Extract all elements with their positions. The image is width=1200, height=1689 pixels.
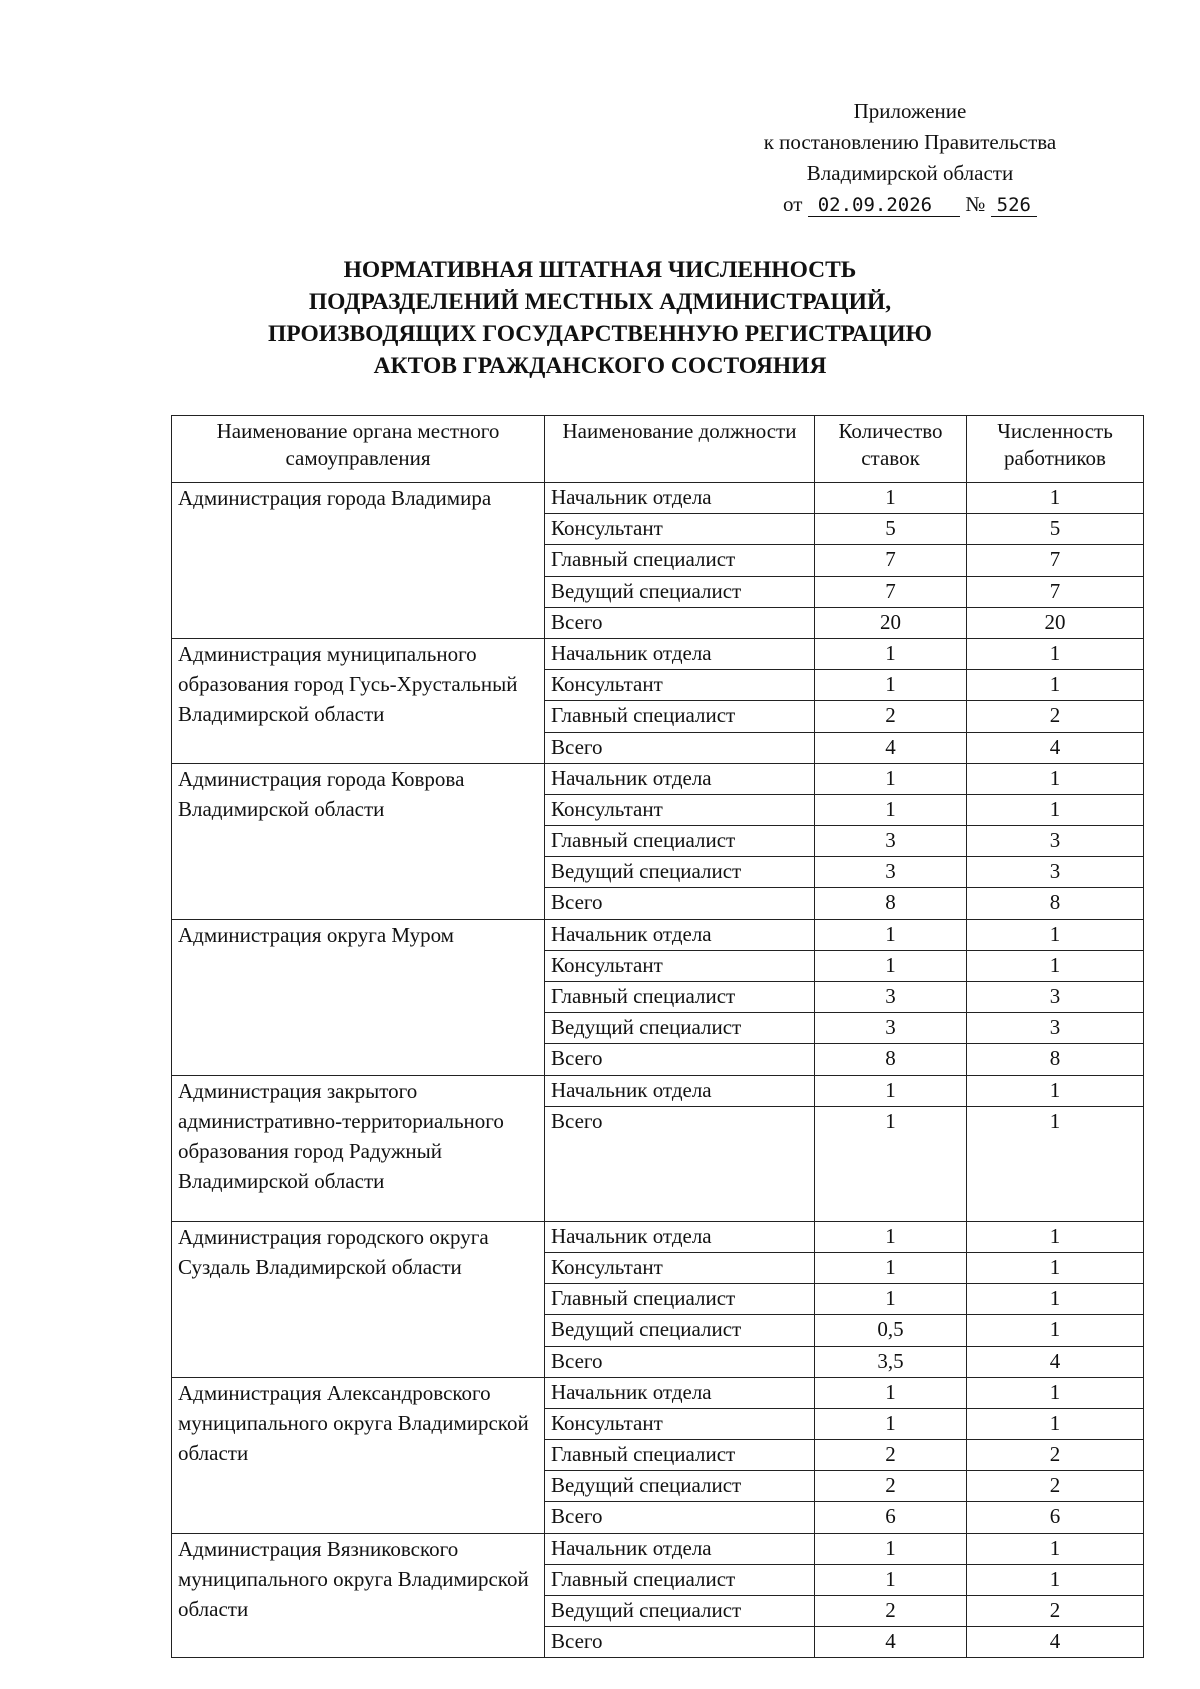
position-cell: Начальник отдела: [545, 1075, 815, 1106]
position-cell: Начальник отдела: [545, 638, 815, 669]
rates-cell: 1: [815, 794, 967, 825]
position-cell: Главный специалист: [545, 1440, 815, 1471]
rates-cell: 3: [815, 857, 967, 888]
position-cell: Начальник отдела: [545, 763, 815, 794]
document-title: [150, 254, 1050, 382]
position-cell: Консультант: [545, 794, 815, 825]
rates-cell: 0,5: [815, 1315, 967, 1346]
rates-cell: 2: [815, 1596, 967, 1627]
number-prefix: №: [965, 192, 986, 216]
rates-cell: 1: [815, 483, 967, 514]
rates-cell: 1: [815, 670, 967, 701]
staff-cell: 2: [967, 1596, 1144, 1627]
staff-cell: 1: [967, 1284, 1144, 1315]
staff-cell: 1: [967, 950, 1144, 981]
position-cell: Консультант: [545, 1408, 815, 1439]
rates-cell: 20: [815, 607, 967, 638]
rates-cell: 1: [815, 1377, 967, 1408]
rates-cell: 6: [815, 1502, 967, 1533]
staff-cell: 1: [967, 919, 1144, 950]
rates-cell: 3,5: [815, 1346, 967, 1377]
staffing-table: [171, 415, 1144, 1658]
staff-cell: 1: [967, 1106, 1144, 1221]
staff-cell: 1: [967, 794, 1144, 825]
position-cell: Всего: [545, 1346, 815, 1377]
position-cell: Консультант: [545, 950, 815, 981]
staff-cell: 5: [967, 514, 1144, 545]
staff-cell: 1: [967, 1377, 1144, 1408]
appendix-date-line: [700, 189, 1120, 220]
staff-cell: 6: [967, 1502, 1144, 1533]
staff-cell: 3: [967, 1013, 1144, 1044]
position-cell: Консультант: [545, 1252, 815, 1283]
position-cell: Главный специалист: [545, 1284, 815, 1315]
staff-cell: 1: [967, 1533, 1144, 1564]
staff-cell: 1: [967, 1221, 1144, 1252]
staff-cell: 8: [967, 888, 1144, 919]
rates-cell: 1: [815, 950, 967, 981]
header-org: Наименование органа местного самоуправления: [172, 416, 545, 483]
position-cell: Главный специалист: [545, 1564, 815, 1595]
position-cell: Главный специалист: [545, 826, 815, 857]
table-row: [172, 1221, 1144, 1252]
position-cell: Главный специалист: [545, 982, 815, 1013]
staff-cell: 7: [967, 545, 1144, 576]
rates-cell: 1: [815, 763, 967, 794]
staff-cell: 4: [967, 732, 1144, 763]
rates-cell: 2: [815, 701, 967, 732]
date-prefix: от: [783, 192, 803, 216]
position-cell: Всего: [545, 1627, 815, 1658]
rates-cell: 1: [815, 1284, 967, 1315]
rates-cell: 1: [815, 919, 967, 950]
table-row: [172, 1075, 1144, 1106]
org-name-cell: Администрация города Владимира: [172, 483, 545, 639]
appendix-line-1: Приложение: [853, 99, 967, 123]
rates-cell: 3: [815, 826, 967, 857]
appendix-line-3: Владимирской области: [806, 161, 1014, 185]
position-cell: Всего: [545, 1502, 815, 1533]
org-name-cell: Администрация городского округа Суздаль Владимирской области: [172, 1221, 545, 1377]
staff-cell: 20: [967, 607, 1144, 638]
appendix-line-2: к постановлению Правительства: [763, 130, 1057, 154]
staff-cell: 8: [967, 1044, 1144, 1075]
org-name-cell: Администрация Вязниковского муниципального округа Владимирской области: [172, 1533, 545, 1658]
position-cell: Начальник отдела: [545, 1221, 815, 1252]
staff-cell: 4: [967, 1627, 1144, 1658]
rates-cell: 1: [815, 1252, 967, 1283]
table-header-row: [172, 416, 1144, 483]
table-body: [172, 483, 1144, 1658]
table-row: [172, 638, 1144, 669]
rates-cell: 1: [815, 1106, 967, 1221]
position-cell: Ведущий специалист: [545, 1596, 815, 1627]
staff-cell: 1: [967, 763, 1144, 794]
position-cell: Ведущий специалист: [545, 1315, 815, 1346]
table-row: [172, 1533, 1144, 1564]
staff-cell: 3: [967, 982, 1144, 1013]
staff-cell: 1: [967, 1315, 1144, 1346]
rates-cell: 3: [815, 982, 967, 1013]
title-line-1: НОРМАТИВНАЯ ШТАТНАЯ ЧИСЛЕННОСТЬ: [343, 257, 857, 283]
staff-cell: 3: [967, 857, 1144, 888]
position-cell: Всего: [545, 607, 815, 638]
position-cell: Всего: [545, 888, 815, 919]
rates-cell: 2: [815, 1471, 967, 1502]
header-staff: Численность работников: [967, 416, 1144, 483]
position-cell: Начальник отдела: [545, 919, 815, 950]
rates-cell: 7: [815, 545, 967, 576]
position-cell: Всего: [545, 1106, 815, 1221]
org-name-cell: Администрация муниципального образования город Гусь-Хрустальный Владимирской области: [172, 638, 545, 763]
rates-cell: 8: [815, 888, 967, 919]
staff-cell: 2: [967, 1440, 1144, 1471]
position-cell: Ведущий специалист: [545, 1471, 815, 1502]
staff-cell: 4: [967, 1346, 1144, 1377]
position-cell: Главный специалист: [545, 545, 815, 576]
title-line-4: АКТОВ ГРАЖДАНСКОГО СОСТОЯНИЯ: [373, 353, 827, 379]
rates-cell: 3: [815, 1013, 967, 1044]
appendix-block: [700, 96, 1120, 220]
staff-cell: 3: [967, 826, 1144, 857]
staff-cell: 1: [967, 638, 1144, 669]
position-cell: Ведущий специалист: [545, 857, 815, 888]
title-line-3: ПРОИЗВОДЯЩИХ ГОСУДАРСТВЕННУЮ РЕГИСТРАЦИЮ: [268, 321, 932, 347]
org-name-cell: Администрация города Коврова Владимирской области: [172, 763, 545, 919]
table-row: [172, 483, 1144, 514]
position-cell: Консультант: [545, 514, 815, 545]
rates-cell: 4: [815, 732, 967, 763]
staff-cell: 2: [967, 1471, 1144, 1502]
staff-cell: 2: [967, 701, 1144, 732]
rates-cell: 1: [815, 1533, 967, 1564]
resolution-number: 526: [991, 194, 1037, 217]
staff-cell: 1: [967, 483, 1144, 514]
position-cell: Главный специалист: [545, 701, 815, 732]
staff-cell: 1: [967, 1252, 1144, 1283]
rates-cell: 5: [815, 514, 967, 545]
table-row: [172, 1377, 1144, 1408]
position-cell: Начальник отдела: [545, 1377, 815, 1408]
rates-cell: 1: [815, 1075, 967, 1106]
staff-cell: 1: [967, 1564, 1144, 1595]
position-cell: Всего: [545, 732, 815, 763]
position-cell: Всего: [545, 1044, 815, 1075]
resolution-date: 02.09.2026: [808, 194, 960, 217]
title-line-2: ПОДРАЗДЕЛЕНИЙ МЕСТНЫХ АДМИНИСТРАЦИЙ,: [308, 289, 892, 315]
staff-cell: 7: [967, 576, 1144, 607]
rates-cell: 1: [815, 1221, 967, 1252]
position-cell: Начальник отдела: [545, 1533, 815, 1564]
org-name-cell: Администрация Александровского муниципального округа Владимирской области: [172, 1377, 545, 1533]
rates-cell: 8: [815, 1044, 967, 1075]
org-name-cell: Администрация закрытого административно-территориального образования город Радужный Владимирской области: [172, 1075, 545, 1221]
rates-cell: 1: [815, 638, 967, 669]
position-cell: Ведущий специалист: [545, 1013, 815, 1044]
position-cell: Консультант: [545, 670, 815, 701]
position-cell: Начальник отдела: [545, 483, 815, 514]
staff-cell: 1: [967, 1075, 1144, 1106]
table-row: [172, 763, 1144, 794]
table-row: [172, 919, 1144, 950]
position-cell: Ведущий специалист: [545, 576, 815, 607]
rates-cell: 7: [815, 576, 967, 607]
staff-cell: 1: [967, 1408, 1144, 1439]
staff-cell: 1: [967, 670, 1144, 701]
header-rates: Количество ставок: [815, 416, 967, 483]
rates-cell: 4: [815, 1627, 967, 1658]
org-name-cell: Администрация округа Муром: [172, 919, 545, 1075]
header-position: Наименование должности: [545, 416, 815, 483]
rates-cell: 2: [815, 1440, 967, 1471]
rates-cell: 1: [815, 1564, 967, 1595]
rates-cell: 1: [815, 1408, 967, 1439]
